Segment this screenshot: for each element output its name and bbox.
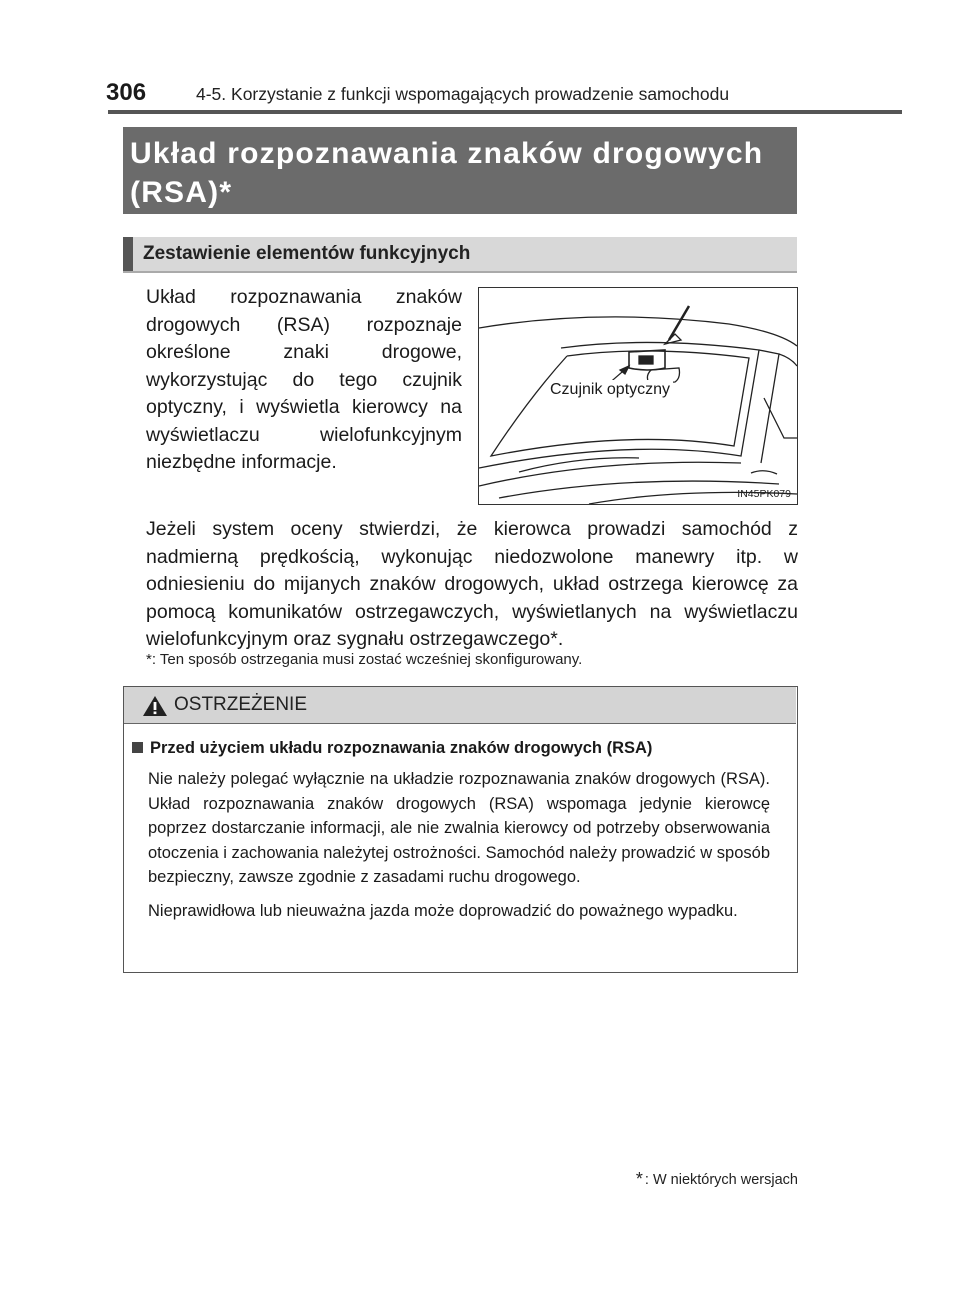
windshield-figure bbox=[478, 287, 798, 505]
configuration-footnote: *: Ten sposób ostrzegania musi zostać wcześniej skonfigurowany. bbox=[146, 651, 583, 668]
header-rule bbox=[108, 110, 902, 114]
warning-body bbox=[148, 767, 770, 932]
version-note-text: : W niektórych wersjach bbox=[644, 1172, 798, 1188]
asterisk-mark: * bbox=[635, 1169, 643, 1189]
figure-code: IN45PK079 bbox=[737, 488, 791, 500]
warning-box bbox=[123, 686, 798, 973]
section-title: 4-5. Korzystanie z funkcji wspomagających prowadzenie samochodu bbox=[196, 84, 730, 104]
page-number: 306 bbox=[106, 79, 147, 106]
subheading: Zestawienie elementów funkcyjnych bbox=[143, 243, 471, 264]
subheading-bar bbox=[123, 237, 797, 273]
subheading-accent bbox=[123, 237, 133, 271]
body-paragraph: Jeżeli system oceny stwierdzi, że kierowca prowadzi samochód z nadmierną prędkością, wykonując niedozwolone manewry itp. w odniesieniu do mijanych znaków drogowych, układ ostrzega kierowcę za pomocą komunikatów ostrzegawczych, wyświetlanych na wyświetlaczu wielofunkcyjnym oraz sygnału ostrzegawczego*. bbox=[146, 518, 798, 650]
title-line-2: (RSA)* bbox=[130, 176, 233, 209]
warning-paragraph-1: Nie należy polegać wyłącznie na układzie rozpoznawania znaków drogowych (RSA). Układ rozpoznawania znaków drogowych (RSA) wspomaga jedynie kierowcę poprzez dostarczanie informacji, ale nie zwalnia kierowcy od potrzeby obserwowania otoczenia i zachowania należytej ostrożności. Samochód należy prowadzić w sposób bezpieczny, zawsze zgodnie z zasadami ruchu drogowego. bbox=[148, 770, 770, 886]
warning-triangle-icon bbox=[142, 695, 168, 717]
warning-paragraph-2: Nieprawidłowa lub nieuważna jazda może doprowadzić do poważnego wypadku. bbox=[148, 901, 738, 920]
warning-heading bbox=[132, 737, 652, 759]
title-line-1: Układ rozpoznawania znaków drogowych bbox=[130, 137, 764, 170]
warning-header bbox=[124, 687, 796, 724]
warning-label: OSTRZEŻENIE bbox=[174, 694, 308, 715]
intro-text: Układ rozpoznawania znaków drogowych (RSA) rozpoznaje określone znaki drogowe, wykorzystując do tego czujnik optyczny, i wyświetla kierowcy na wyświetlaczu wielofunkcyjnym niezbędne informacje. bbox=[146, 286, 462, 473]
page-header bbox=[0, 78, 960, 110]
bullet-square-icon bbox=[132, 742, 143, 753]
page-title bbox=[123, 127, 797, 214]
version-note bbox=[636, 1169, 798, 1190]
sensor-label: Czujnik optyczny bbox=[547, 380, 673, 400]
warning-heading-text: Przed użyciem układu rozpoznawania znaków drogowych (RSA) bbox=[150, 739, 653, 757]
